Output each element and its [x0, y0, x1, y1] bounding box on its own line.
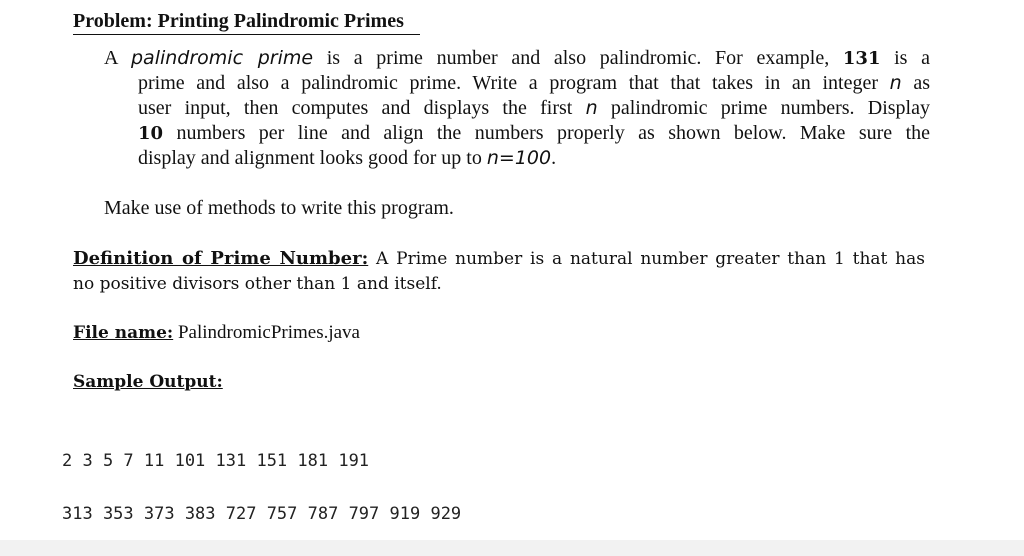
file-name-label: File name:: [73, 323, 174, 343]
sample-output-label: Sample Output:: [73, 372, 223, 392]
description-line-4: [104, 121, 930, 146]
sample-output-row-2: 313 353 373 383 727 757 787 797 919 929: [62, 504, 462, 524]
definition-text: A Prime number is a natural number greater than 1 that has: [368, 249, 925, 269]
sample-output-row-1: 2 3 5 7 11 101 131 151 181 191: [62, 451, 370, 471]
text-run: palindromic prime numbers. Display: [597, 97, 930, 119]
file-name-value: PalindromicPrimes.java: [173, 322, 360, 343]
text-run: is a prime number and also palindromic. For example,: [313, 47, 843, 69]
definition-line-1: [73, 246, 925, 272]
definition-label: Definition of Prime Number:: [73, 248, 369, 269]
text-run: prime and also a palindromic prime. Write a program that that takes in an integer: [138, 72, 890, 94]
variable-n: n: [889, 72, 902, 94]
page-bottom-edge: [0, 540, 1024, 556]
problem-title: Problem: Printing Palindromic Primes: [73, 8, 420, 35]
problem-description: [104, 46, 930, 171]
text-run: A: [104, 47, 131, 69]
description-line-2: [104, 71, 930, 96]
description-line-3: [104, 96, 930, 121]
text-run: numbers per line and align the numbers properly as shown below. Make sure the: [163, 122, 930, 144]
description-line-5: [104, 146, 930, 171]
definition-line-2: no positive divisors other than 1 and itself.: [73, 274, 442, 294]
text-run: .: [551, 147, 557, 169]
per-line-count: 10: [138, 123, 164, 144]
limit-n-100: n=100: [486, 147, 552, 169]
methods-note: Make use of methods to write this program.: [104, 197, 454, 219]
description-line-1: [104, 46, 930, 71]
text-run: as: [901, 72, 930, 94]
variable-n: n: [585, 97, 598, 119]
example-number: 131: [842, 48, 881, 69]
text-run: display and alignment looks good for up to: [138, 147, 487, 169]
term-palindromic-prime: palindromic prime: [131, 47, 314, 69]
file-name-line: [73, 320, 360, 346]
text-run: user input, then computes and displays the first: [138, 97, 586, 119]
prime-definition: [73, 246, 925, 297]
text-run: is a: [880, 47, 931, 69]
